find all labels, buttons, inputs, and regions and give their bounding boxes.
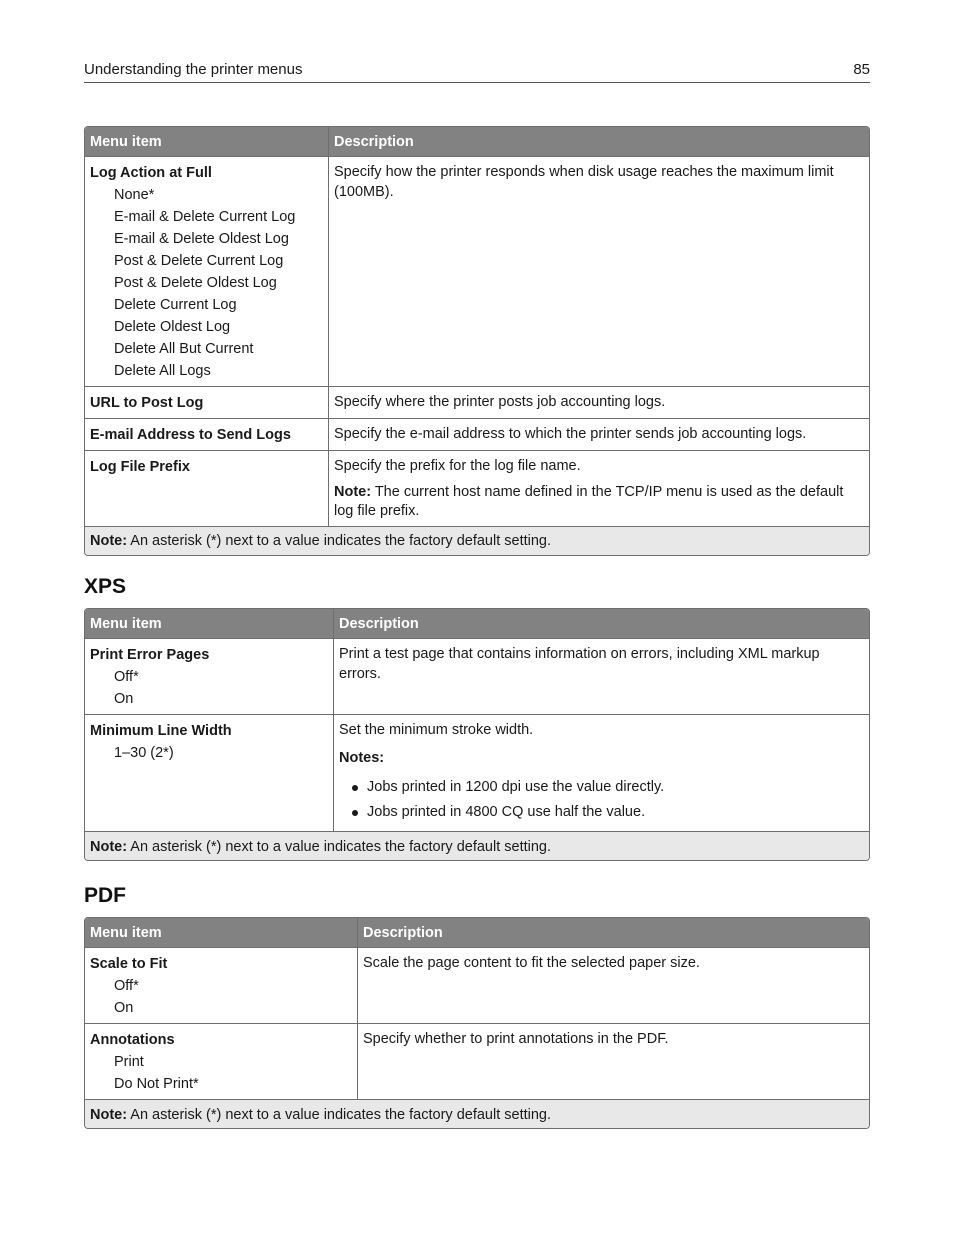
menu-item-name: Log File Prefix (90, 459, 190, 475)
table-footnote-row (85, 831, 869, 860)
table-footnote (85, 831, 869, 860)
list-item: Jobs printed in 4800 CQ use half the value. (339, 803, 864, 823)
footnote-label: Note: (90, 838, 128, 855)
description-cell (358, 947, 869, 1023)
description-text: Specify where the printer posts job accounting logs. (334, 394, 666, 410)
description-text: Specify the prefix for the log file name. (334, 458, 581, 474)
menu-item-cell (85, 418, 329, 450)
table-row (85, 638, 869, 714)
menu-option: Do Not Print* (114, 1076, 199, 1092)
table-footnote-row (85, 526, 869, 555)
description-text: Print a test page that contains information on errors, including XML markup errors. (339, 646, 820, 682)
notes-list (339, 778, 864, 822)
menu-item-cell (85, 450, 329, 526)
description-cell (329, 418, 869, 450)
menu-option: Off* (114, 978, 139, 994)
description-cell (334, 714, 869, 831)
footnote-text: An asterisk (*) next to a value indicates the factory default setting. (127, 1106, 552, 1123)
page-number: 85 (853, 61, 870, 78)
pdf-menu-table (84, 917, 870, 1129)
description-cell (329, 156, 869, 386)
menu-item-cell (85, 386, 329, 418)
table-header-row (85, 918, 869, 947)
table-footnote-row (85, 1099, 869, 1128)
footnote-text: An asterisk (*) next to a value indicates the factory default setting. (127, 838, 552, 855)
menu-item-name: URL to Post Log (90, 395, 204, 411)
table-row (85, 418, 869, 450)
column-header-menu-item: Menu item (85, 609, 334, 638)
table-row (85, 156, 869, 386)
table-footnote (85, 526, 869, 555)
note-label: Note: (334, 483, 372, 500)
column-header-description: Description (334, 609, 869, 638)
menu-option: On (114, 1000, 134, 1016)
table-header-row (85, 127, 869, 156)
menu-item-cell (85, 1023, 358, 1099)
menu-option: E-mail & Delete Current Log (114, 209, 296, 225)
table-row (85, 450, 869, 526)
menu-option: Delete All But Current (114, 341, 254, 357)
menu-item-name: E-mail Address to Send Logs (90, 427, 291, 443)
description-cell (329, 386, 869, 418)
menu-item-cell (85, 714, 334, 831)
menu-item-name: Scale to Fit (90, 956, 168, 972)
list-item: Jobs printed in 1200 dpi use the value directly. (339, 778, 864, 798)
menu-item-name: Print Error Pages (90, 647, 210, 663)
page-header (84, 61, 870, 83)
running-header-title: Understanding the printer menus (84, 61, 303, 78)
menu-option: On (114, 691, 134, 707)
menu-item-name: Log Action at Full (90, 165, 212, 181)
description-note (334, 483, 864, 522)
description-text: Set the minimum stroke width. (339, 722, 534, 738)
menu-option: Delete Oldest Log (114, 319, 231, 335)
description-cell (329, 450, 869, 526)
description-cell (334, 638, 869, 714)
logging-menu-table (84, 126, 870, 556)
section-heading-pdf: PDF (84, 884, 126, 907)
table-header-row (85, 609, 869, 638)
menu-option: Post & Delete Current Log (114, 253, 284, 269)
menu-item-name: Minimum Line Width (90, 723, 232, 739)
footnote-label: Note: (90, 533, 128, 549)
menu-option: Delete Current Log (114, 297, 237, 313)
xps-menu-table (84, 608, 870, 861)
table-row (85, 947, 869, 1023)
footnote-label: Note: (90, 1106, 128, 1123)
column-header-menu-item: Menu item (85, 918, 358, 947)
menu-option: Print (114, 1054, 144, 1070)
menu-option: Off* (114, 669, 139, 685)
menu-item-name: Annotations (90, 1032, 175, 1048)
menu-item-cell (85, 156, 329, 386)
column-header-description: Description (358, 918, 869, 947)
menu-option: None* (114, 187, 155, 203)
description-text: Specify whether to print annotations in the PDF. (363, 1031, 669, 1047)
note-text: The current host name defined in the TCP/IP menu is used as the default log file prefix. (334, 483, 844, 519)
column-header-menu-item: Menu item (85, 127, 329, 156)
menu-option: E-mail & Delete Oldest Log (114, 231, 289, 247)
menu-option: 1–30 (2*) (114, 745, 174, 761)
menu-option: Delete All Logs (114, 363, 211, 379)
table-row (85, 386, 869, 418)
description-cell (358, 1023, 869, 1099)
menu-item-cell (85, 638, 334, 714)
column-header-description: Description (329, 127, 869, 156)
table-row (85, 1023, 869, 1099)
menu-option: Post & Delete Oldest Log (114, 275, 277, 291)
description-text: Specify how the printer responds when disk usage reaches the maximum limit (100MB). (334, 164, 834, 200)
menu-item-cell (85, 947, 358, 1023)
description-text: Scale the page content to fit the selected paper size. (363, 955, 700, 971)
section-heading-xps: XPS (84, 575, 127, 598)
table-row (85, 714, 869, 831)
footnote-text: An asterisk (*) next to a value indicates the factory default setting. (127, 533, 552, 549)
description-text: Specify the e-mail address to which the printer sends job accounting logs. (334, 426, 807, 442)
notes-label: Notes: (339, 749, 385, 766)
table-footnote (85, 1099, 869, 1128)
